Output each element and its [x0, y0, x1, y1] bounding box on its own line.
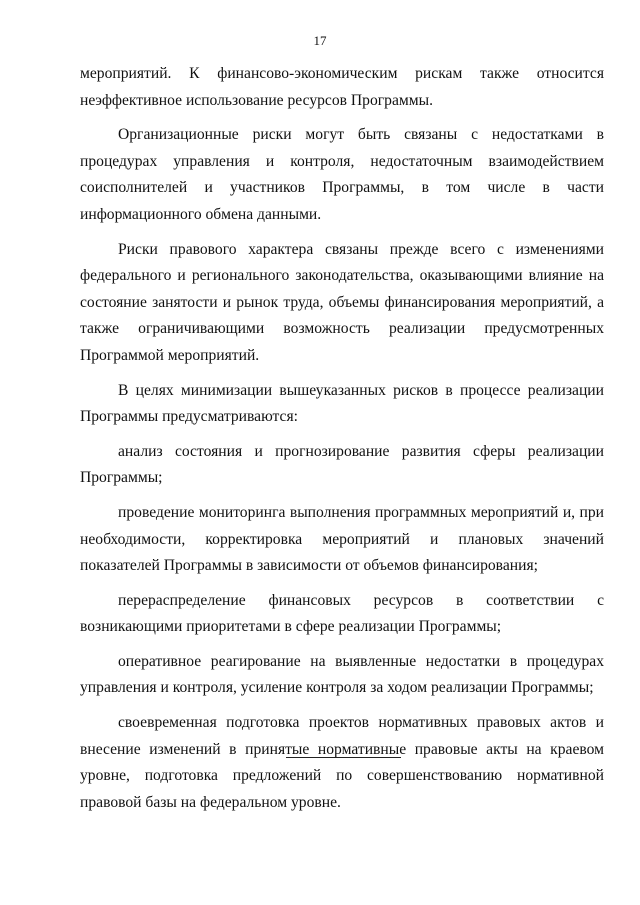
paragraph: проведение мониторинга выполнения программных мероприятий и, при необходимости, корректировка мероприятий и плановых значений показателей Программы в зависимости от объемов финансирования; — [80, 503, 604, 575]
paragraph: Организационные риски могут быть связаны с недостатками в процедурах управления и контроля, недостаточным взаимодействием соисполнителей и участников Программы, в том числе в части информационного обмена данными. — [80, 126, 604, 223]
paragraph: мероприятий. К финансово-экономическим рискам также относится неэффективное использование ресурсов Программы. — [80, 65, 604, 109]
end-rule — [286, 757, 401, 758]
paragraph: перераспределение финансовых ресурсов в соответствии с возникающими приоритетами в сфере реализации Программы; — [80, 591, 604, 636]
paragraph: Риски правового характера связаны прежде всего с изменениями федерального и регионального законодательства, оказывающими влияние на состояние занятости и рынок труда, объемы финансирования мероприятий, а также ограничивающими возможность реализации предусмотренных Программой мероприятий. — [80, 240, 604, 364]
paragraph: своевременная подготовка проектов нормативных правовых актов и внесение изменений в принятые нормативные правовые акты на краевом уровне, подготовка предложений по совершенствованию нормативной правовой базы на федеральном уровне. — [80, 714, 604, 811]
paragraph: оперативное реагирование на выявленные недостатки в процедурах управления и контроля, усиление контроля за ходом реализации Программы; — [80, 652, 604, 697]
paragraph: анализ состояния и прогнозирование развития сферы реализации Программы; — [80, 442, 604, 487]
body-text — [80, 61, 604, 816]
paragraph: В целях минимизации вышеуказанных рисков в процессе реализации Программы предусматриваются: — [80, 381, 604, 426]
page-number: 17 — [313, 33, 327, 48]
